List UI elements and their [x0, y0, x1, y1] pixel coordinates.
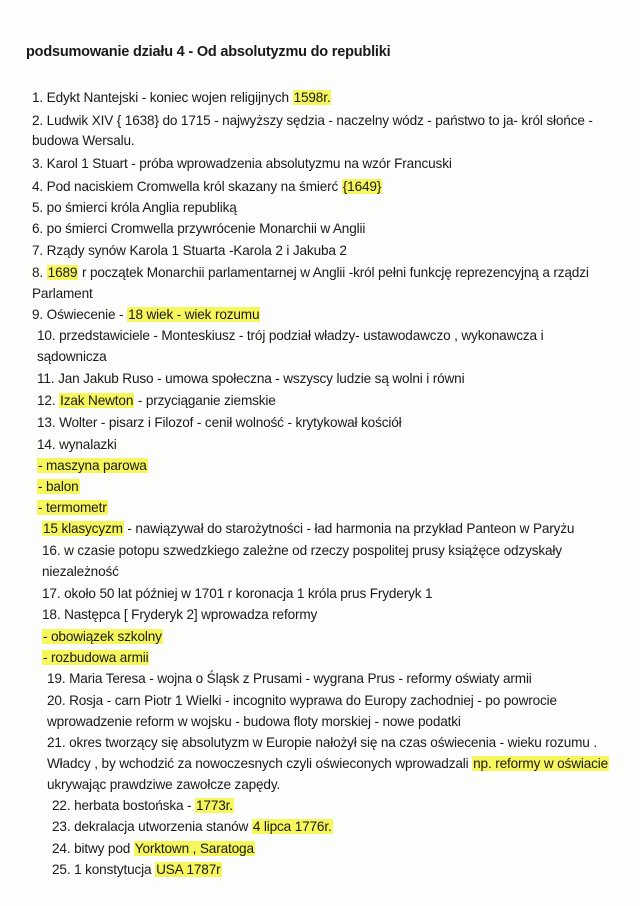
- list-item: [47, 755, 609, 773]
- line-text: sądownicza: [37, 349, 107, 364]
- line-text: - nawiązywał do starożytności - ład harmonia na przykład Panteon w Paryżu: [123, 521, 575, 536]
- list-item: [37, 457, 148, 475]
- line-text: Władcy , by wchodzić za nowoczesnych czyli oświeconych wprowadzali: [47, 756, 473, 771]
- list-item: [32, 155, 452, 173]
- list-item: [37, 392, 276, 410]
- list-item: [47, 734, 597, 752]
- list-item: [52, 818, 333, 836]
- list-item: [37, 499, 108, 517]
- highlighted-text: - termometr: [38, 500, 107, 515]
- highlighted-text: - obowiązek szkolny: [43, 629, 162, 644]
- highlighted-text: 1598r.: [293, 90, 331, 105]
- line-text: Parlament: [32, 286, 93, 301]
- line-text: 9. Oświecenie -: [32, 307, 128, 322]
- list-item: [37, 327, 543, 345]
- line-text: - przyciąganie ziemskie: [134, 393, 276, 408]
- page-title: podsumowanie działu 4 - Od absolutyzmu do republiki: [26, 44, 391, 60]
- list-item: [42, 585, 432, 603]
- list-item: [37, 370, 464, 388]
- line-text: 13. Wolter - pisarz i Filozof - cenił wolność - krytykował kościół: [37, 415, 402, 430]
- list-item: [47, 713, 461, 731]
- highlighted-text: - balon: [38, 479, 79, 494]
- line-text: 14. wynalazki: [37, 437, 117, 452]
- list-item: [32, 285, 93, 303]
- list-item: [42, 606, 317, 624]
- line-text: 3. Karol 1 Stuart - próba wprowadzenia absolutyzmu na wzór Francuski: [32, 156, 452, 171]
- highlighted-text: 1689: [47, 265, 78, 280]
- line-text: 1. Edykt Nantejski - koniec wojen religijnych: [32, 90, 293, 105]
- list-item: [37, 436, 117, 454]
- line-text: 2. Ludwik XIV { 1638} do 1715 - najwyższy sędzia - naczelny wódz - państwo to ja- król słońce -: [32, 113, 593, 128]
- line-text: 5. po śmierci króla Anglia republiką: [32, 200, 237, 215]
- line-text: ukrywając prawdziwe zawołcze zapędy.: [47, 777, 281, 792]
- list-item: [32, 89, 331, 107]
- list-item: [32, 112, 593, 130]
- list-item: [52, 840, 255, 858]
- line-text: 21. okres tworzący się absolutyzm w Europie nałożył się na czas oświecenia - wieku rozumu .: [47, 735, 597, 750]
- highlighted-text: USA 1787r: [156, 862, 221, 877]
- list-item: [32, 220, 365, 238]
- list-item: [42, 563, 119, 581]
- line-text: 22. herbata bostońska -: [52, 798, 196, 813]
- line-text: 4. Pod naciskiem Cromwella król skazany na śmierć: [32, 179, 342, 194]
- line-text: 24. bitwy pod: [52, 841, 134, 856]
- line-text: 7. Rządy synów Karola 1 Stuarta -Karola 2 i Jakuba 2: [32, 243, 347, 258]
- line-text: 8.: [32, 265, 47, 280]
- list-item: [32, 132, 135, 150]
- line-text: 10. przedstawiciele - Monteskiusz - trój podział władzy- ustawodawczo , wykonawcza i: [37, 328, 544, 343]
- line-text: budowa Wersalu.: [32, 133, 135, 148]
- line-text: 18. Następca [ Fryderyk 2] wprowadza reformy: [42, 607, 318, 622]
- list-item: [32, 242, 347, 260]
- line-text: 6. po śmierci Cromwella przywrócenie Monarchii w Anglii: [32, 221, 366, 236]
- list-item: [32, 264, 589, 282]
- list-item: [42, 649, 149, 667]
- list-item: [47, 692, 557, 710]
- highlighted-text: np. reformy w oświacie: [473, 756, 609, 771]
- list-item: [52, 861, 222, 879]
- highlighted-text: 18 wiek - wiek rozumu: [128, 307, 260, 322]
- list-item: [42, 628, 163, 646]
- line-text: 23. dekralacja utworzenia stanów: [52, 819, 252, 834]
- highlighted-text: - rozbudowa armii: [43, 650, 149, 665]
- list-item: [42, 542, 562, 560]
- line-text: 12.: [37, 393, 60, 408]
- highlighted-text: Yorktown , Saratoga: [134, 841, 254, 856]
- highlighted-text: - maszyna parowa: [38, 458, 147, 473]
- highlighted-text: 4 lipca 1776r.: [252, 819, 332, 834]
- list-item: [37, 478, 80, 496]
- line-text: 20. Rosja - carn Piotr 1 Wielki - incognito wyprawa do Europy zachodniej - po powrocie: [47, 693, 557, 708]
- highlighted-text: 15 klasycyzm: [43, 521, 123, 536]
- line-text: 17. około 50 lat później w 1701 r koronacja 1 króla prus Fryderyk 1: [42, 586, 433, 601]
- line-text: 19. Maria Teresa - wojna o Śląsk z Prusami - wygrana Prus - reformy oświaty armii: [47, 671, 532, 686]
- list-item: [37, 348, 107, 366]
- list-item: [47, 670, 532, 688]
- list-item: [52, 797, 234, 815]
- line-text: niezależność: [42, 564, 119, 579]
- list-item: [32, 199, 237, 217]
- list-item: [47, 776, 280, 794]
- line-text: r początek Monarchii parlamentarnej w Anglii -król pełni funkcję reprezencyjną a rządzi: [78, 265, 589, 280]
- line-text: wprowadzenie reform w wojsku - budowa floty morskiej - nowe podatki: [47, 714, 461, 729]
- line-text: 16. w czasie potopu szwedzkiego zależne od rzeczy pospolitej prusy książęce odzyskały: [42, 543, 562, 558]
- line-text: 11. Jan Jakub Ruso - umowa społeczna - wszyscy ludzie są wolni i równi: [37, 371, 465, 386]
- highlighted-text: {1649}: [342, 179, 382, 194]
- highlighted-text: 1773r.: [196, 798, 233, 813]
- highlighted-text: Izak Newton: [60, 393, 134, 408]
- line-text: 25. 1 konstytucja: [52, 862, 156, 877]
- list-item: [32, 178, 382, 196]
- list-item: [42, 520, 574, 538]
- list-item: [37, 414, 402, 432]
- list-item: [32, 306, 260, 324]
